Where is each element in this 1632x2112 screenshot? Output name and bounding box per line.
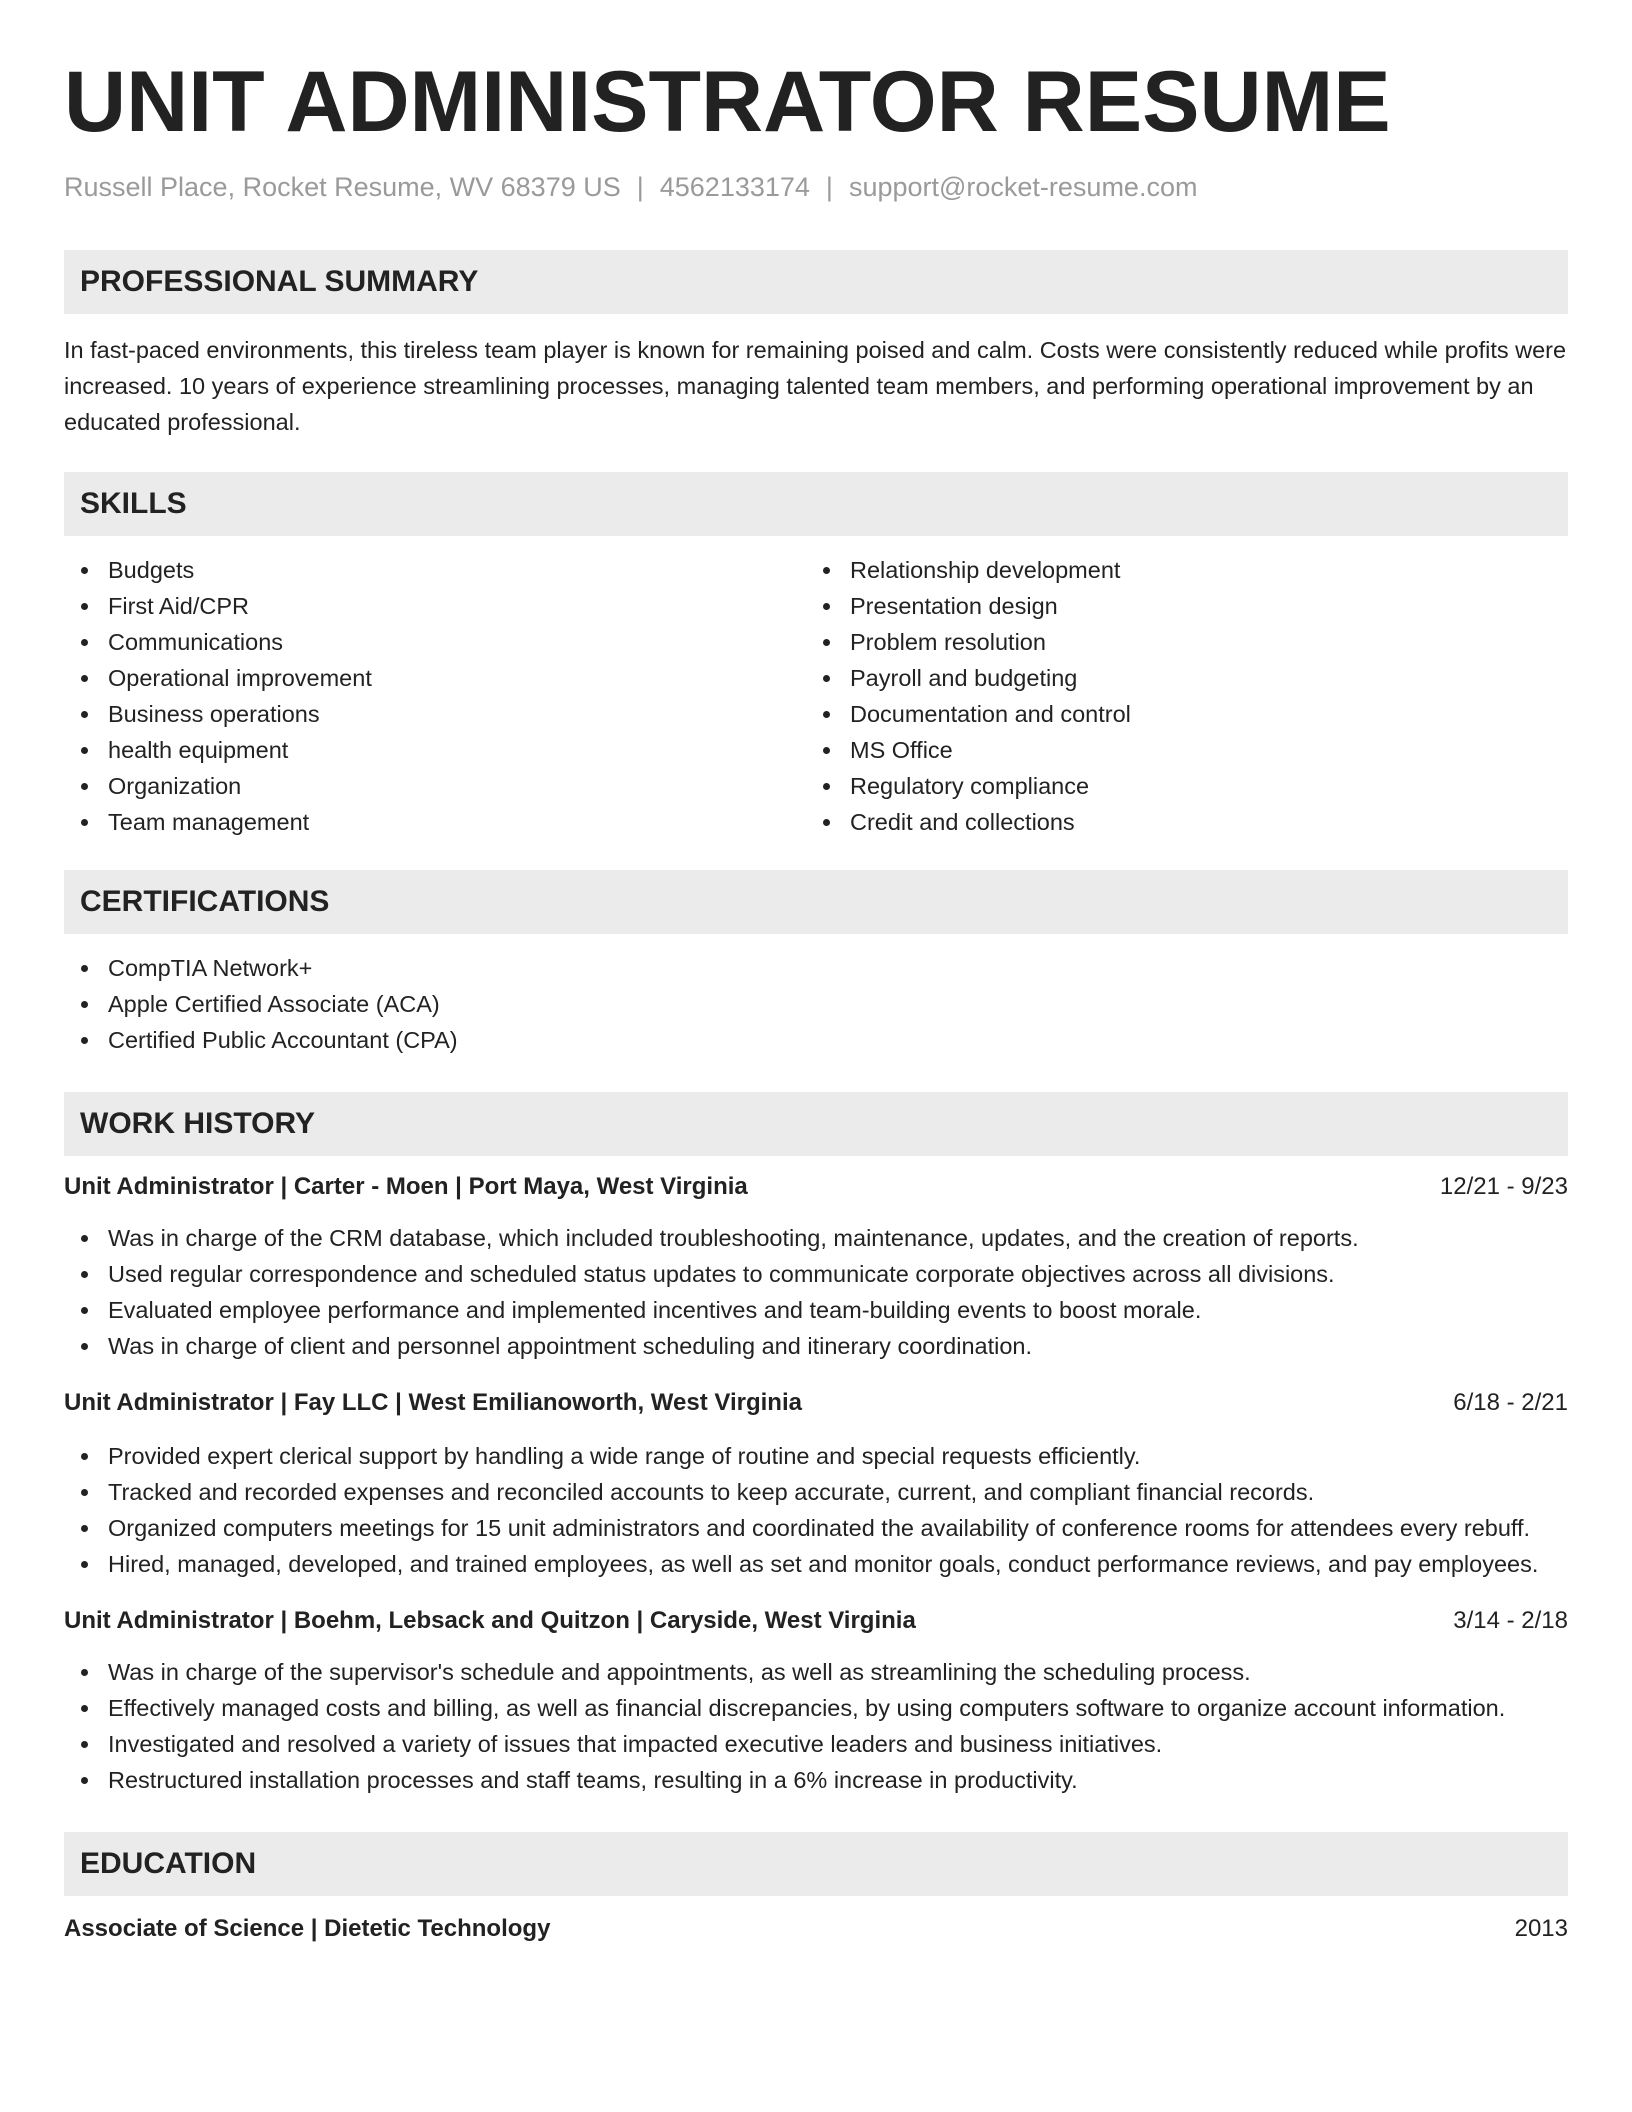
job-bullet: Hired, managed, developed, and trained employees, as well as set and monitor goals, conduct performance reviews, and pay employees.: [64, 1546, 1568, 1582]
skills-list-right: [806, 552, 1548, 840]
section-heading-certifications: CERTIFICATIONS: [64, 870, 1568, 934]
summary-text: In fast-paced environments, this tireless team player is known for remaining poised and calm. Costs were consistently reduced while profits were increased. 10 years of experience streamlining processes, managing talented team members, and performing operational improvement by an educated professional.: [64, 337, 1567, 435]
job-title: Unit Administrator | Boehm, Lebsack and Quitzon | Caryside, West Virginia: [64, 1607, 916, 1634]
contact-email: support@rocket-resume.com: [848, 172, 1198, 202]
skill-item: Communications: [64, 624, 806, 660]
skill-item: Budgets: [64, 552, 806, 588]
job-bullet: Provided expert clerical support by handling a wide range of routine and special requests efficiently.: [64, 1438, 1568, 1474]
skills-list-left: [64, 552, 806, 840]
section-heading-summary: PROFESSIONAL SUMMARY: [64, 250, 1568, 314]
skill-item: Relationship development: [806, 552, 1548, 588]
job-bullet: Was in charge of client and personnel appointment scheduling and itinerary coordination.: [64, 1328, 1568, 1364]
job-bullets: [64, 1220, 1568, 1364]
job-bullet: Restructured installation processes and staff teams, resulting in a 6% increase in productivity.: [64, 1762, 1568, 1798]
skill-item: Payroll and budgeting: [806, 660, 1548, 696]
job-bullet: Tracked and recorded expenses and reconciled accounts to keep accurate, current, and compliant financial records.: [64, 1474, 1568, 1510]
section-heading-skills: SKILLS: [64, 472, 1568, 536]
job-bullets: [64, 1654, 1568, 1798]
skill-item: Credit and collections: [806, 804, 1548, 840]
skill-item: Presentation design: [806, 588, 1548, 624]
job-title: Unit Administrator | Fay LLC | West Emilianoworth, West Virginia: [64, 1389, 802, 1416]
skill-item: health equipment: [64, 732, 806, 768]
skill-item: Documentation and control: [806, 696, 1548, 732]
job-header: [64, 1386, 1568, 1420]
contact-separator: |: [636, 172, 644, 202]
skill-item: Business operations: [64, 696, 806, 732]
contact-line: [64, 170, 1568, 204]
skill-item: Problem resolution: [806, 624, 1548, 660]
skill-item: Regulatory compliance: [806, 768, 1548, 804]
job-header: [64, 1604, 1568, 1638]
skill-item: Operational improvement: [64, 660, 806, 696]
section-heading-education: EDUCATION: [64, 1832, 1568, 1896]
job-bullets: [64, 1438, 1568, 1582]
job-bullet: Used regular correspondence and scheduled status updates to communicate corporate objectives across all divisions.: [64, 1256, 1568, 1292]
contact-phone: 4562133174: [659, 172, 810, 202]
certifications-list: [64, 950, 1568, 1058]
skills-grid: [64, 552, 1568, 840]
job-bullet: Effectively managed costs and billing, as well as financial discrepancies, by using computers software to organize account information.: [64, 1690, 1568, 1726]
job-entry: [64, 1386, 1568, 1582]
certification-item: CompTIA Network+: [64, 950, 1568, 986]
certification-item: Apple Certified Associate (ACA): [64, 986, 1568, 1022]
contact-address: Russell Place, Rocket Resume, WV 68379 US: [64, 172, 621, 202]
contact-separator: |: [825, 172, 833, 202]
job-bullet: Evaluated employee performance and implemented incentives and team-building events to boost morale.: [64, 1292, 1568, 1328]
resume-page: [64, 52, 1568, 1946]
education-entry: [64, 1912, 1568, 1946]
job-bullet: Organized computers meetings for 15 unit administrators and coordinated the availability of conference rooms for attendees every rebuff.: [64, 1510, 1568, 1546]
skill-item: First Aid/CPR: [64, 588, 806, 624]
section-heading-work-history: WORK HISTORY: [64, 1092, 1568, 1156]
job-title: Unit Administrator | Carter - Moen | Port Maya, West Virginia: [64, 1173, 748, 1200]
education-year: 2013: [1514, 1915, 1568, 1942]
job-dates: 12/21 - 9/23: [1439, 1173, 1568, 1200]
skill-item: Organization: [64, 768, 806, 804]
job-header: [64, 1170, 1568, 1204]
skill-item: Team management: [64, 804, 806, 840]
job-dates: 3/14 - 2/18: [1453, 1607, 1568, 1634]
skill-item: MS Office: [806, 732, 1548, 768]
education-degree: Associate of Science | Dietetic Technology: [64, 1915, 551, 1942]
job-bullet: Was in charge of the CRM database, which included troubleshooting, maintenance, updates, and the creation of reports.: [64, 1220, 1568, 1256]
job-entry: [64, 1170, 1568, 1364]
certification-item: Certified Public Accountant (CPA): [64, 1022, 1568, 1058]
job-bullet: Investigated and resolved a variety of issues that impacted executive leaders and business initiatives.: [64, 1726, 1568, 1762]
job-dates: 6/18 - 2/21: [1453, 1389, 1568, 1416]
resume-title: UNIT ADMINISTRATOR RESUME: [64, 54, 1391, 150]
job-entry: [64, 1604, 1568, 1798]
job-bullet: Was in charge of the supervisor's schedule and appointments, as well as streamlining the scheduling process.: [64, 1654, 1568, 1690]
